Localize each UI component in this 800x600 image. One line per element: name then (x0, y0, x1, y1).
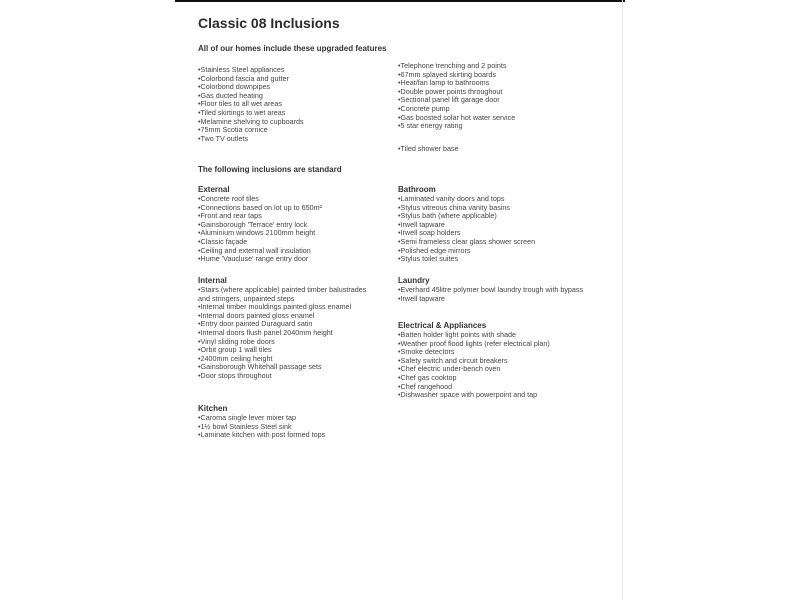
list-item: • Internal timber mouldings painted gloss enamel (198, 303, 376, 312)
bathroom-list (398, 195, 535, 264)
list-item: • Chef gas cooktop (398, 374, 550, 383)
upgraded-list-right-extra (398, 145, 459, 154)
page-title: Classic 08 Inclusions (198, 15, 340, 31)
list-item: • Vinyl sliding robe doors (198, 338, 376, 347)
list-item: • Ceiling and external wall insulation (198, 247, 322, 256)
list-item: • Floor tiles to all wet areas (198, 100, 304, 109)
kitchen-list (198, 414, 325, 440)
list-item: • Laminated vanity doors and tops (398, 195, 535, 204)
list-item: • Concrete pump (398, 105, 515, 114)
list-item: • Semi frameless clear glass shower screen (398, 238, 535, 247)
list-item: • Stylus vitreous china vanity basins (398, 204, 535, 213)
list-item: • Safety switch and circuit breakers (398, 357, 550, 366)
list-item: • Stylus toilet suites (398, 255, 535, 264)
electrical-list (398, 331, 550, 400)
standard-heading: The following inclusions are standard (198, 165, 342, 174)
kitchen-title: Kitchen (198, 404, 228, 413)
list-item: • Concrete roof tiles (198, 195, 322, 204)
list-item: • Tiled shower base (398, 145, 459, 154)
scan-right-edge (622, 0, 623, 600)
list-item: • Door stops throughout (198, 372, 376, 381)
upgraded-list-left (198, 66, 304, 143)
list-item: • Batten holder light points with shade (398, 331, 550, 340)
internal-title: Internal (198, 276, 227, 285)
list-item: • 67mm splayed skirting boards (398, 71, 515, 80)
list-item: • Gainsborough Whitehall passage sets (198, 363, 376, 372)
list-item: • Gas boosted solar hot water service (398, 114, 515, 123)
list-item: • Stylus bath (where applicable) (398, 212, 535, 221)
laundry-list (398, 286, 608, 303)
list-item: • Two TV outlets (198, 135, 304, 144)
scan-top-edge (175, 0, 625, 2)
list-item: • Classic façade (198, 238, 322, 247)
list-item: • Laminate kitchen with post formed tops (198, 431, 325, 440)
list-item: • Heat/fan lamp to bathrooms (398, 79, 515, 88)
upgraded-list-right (398, 62, 515, 131)
document-page (196, 15, 616, 595)
list-item: • Melamine shelving to cupboards (198, 118, 304, 127)
list-item: • Weather proof flood lights (refer electrical plan) (398, 340, 550, 349)
laundry-title: Laundry (398, 276, 430, 285)
list-item: • Telephone trenching and 2 points (398, 62, 515, 71)
list-item: • Chef rangehood (398, 383, 550, 392)
list-item: • Colorbond downpipes (198, 83, 304, 92)
bathroom-title: Bathroom (398, 185, 436, 194)
list-item: • 5 star energy rating (398, 122, 515, 131)
list-item: • Double power points throughout (398, 88, 515, 97)
list-item: • Connections based on lot up to 650m² (198, 204, 322, 213)
external-list (198, 195, 322, 264)
list-item: • Tiled skirtings to wet areas (198, 109, 304, 118)
list-item: • Entry door painted Duraguard satin (198, 320, 376, 329)
list-item: • Chef electric under-bench oven (398, 365, 550, 374)
list-item: • Polished edge mirrors (398, 247, 535, 256)
list-item: • Gainsborough 'Terrace' entry lock (198, 221, 322, 230)
list-item: • Stairs (where applicable) painted timber balustrades and stringers, unpainted steps (198, 286, 376, 303)
list-item: • Dishwasher space with powerpoint and tap (398, 391, 550, 400)
electrical-title: Electrical & Appliances (398, 321, 487, 330)
list-item: • 2400mm ceiling height (198, 355, 376, 364)
list-item: • Hume 'Vaucluse' range entry door (198, 255, 322, 264)
list-item: • Stainless Steel appliances (198, 66, 304, 75)
internal-list (198, 286, 376, 381)
list-item: • Smoke detectors (398, 348, 550, 357)
list-item: • Sectional panel lift garage door (398, 96, 515, 105)
list-item: • Irwell soap holders (398, 229, 535, 238)
list-item: • 1½ bowl Stainless Steel sink (198, 423, 325, 432)
list-item: • Colorbond fascia and gutter (198, 75, 304, 84)
list-item: • 75mm Scotia cornice (198, 126, 304, 135)
list-item: • Irwell tapware (398, 221, 535, 230)
upgraded-heading: All of our homes include these upgraded features (198, 44, 387, 53)
list-item: • Orbit group 1 wall tiles (198, 346, 376, 355)
list-item: • Front and rear taps (198, 212, 322, 221)
list-item: • Aluminium windows 2100mm height (198, 229, 322, 238)
list-item: • Irwell tapware (398, 295, 608, 304)
list-item: • Internal doors flush panel 2040mm height (198, 329, 376, 338)
list-item: • Caroma single lever mixer tap (198, 414, 325, 423)
external-title: External (198, 185, 230, 194)
list-item: • Everhard 45litre polymer bowl laundry trough with bypass (398, 286, 608, 295)
list-item: • Internal doors painted gloss enamel (198, 312, 376, 321)
list-item: • Gas ducted heating (198, 92, 304, 101)
